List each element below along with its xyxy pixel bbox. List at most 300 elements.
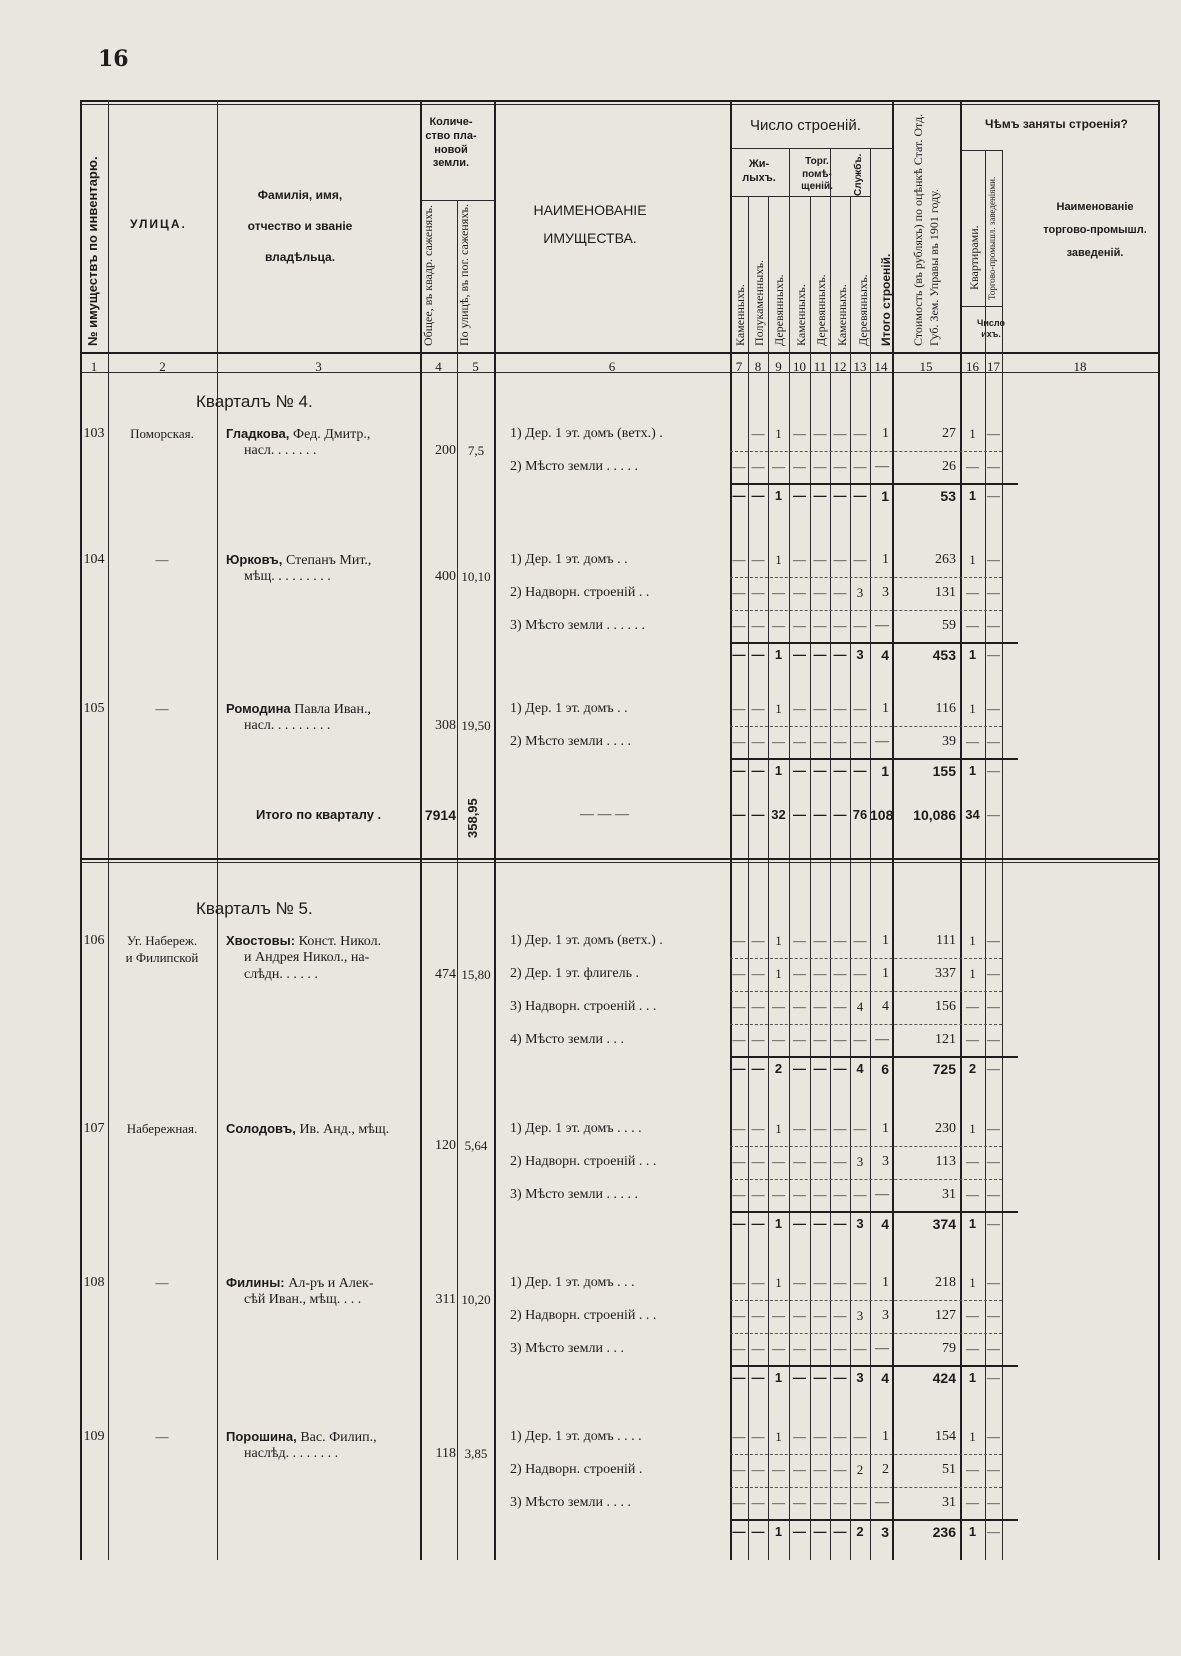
count-cell: — (813, 1370, 827, 1385)
trade-est-cell: — (987, 807, 1000, 822)
column-rule-5 (494, 100, 496, 1560)
trade-est-cell: — (987, 701, 1000, 716)
count-cell: — (751, 1370, 765, 1385)
count-cell: 1 (774, 1216, 783, 1231)
item-dash-rule (730, 1487, 1002, 1488)
count-cell: — (732, 1341, 746, 1356)
count-cell: — (833, 1121, 847, 1136)
column-number-1: 1 (90, 359, 98, 374)
count-cell: — (813, 1216, 827, 1231)
trade-est-cell: — (987, 459, 1000, 474)
count-cell: — (793, 701, 806, 716)
count-cell: — (793, 552, 806, 567)
property-item: 3) Мѣсто земли . . . . . (510, 1187, 638, 1202)
subtotal-rule (730, 758, 1018, 760)
count-cell: — (813, 488, 827, 503)
trade-est-cell: — (987, 1061, 1000, 1076)
column-number-15: 15 (919, 359, 933, 374)
column-number-5: 5 (472, 359, 479, 374)
trade-est-cell: — (987, 1308, 1000, 1323)
cost-cell: 111 (936, 933, 956, 948)
count-cell: — (833, 585, 847, 600)
count-cell: — (732, 1061, 746, 1076)
count-cell: 1 (775, 1429, 782, 1444)
column-number-8: 8 (754, 359, 762, 374)
count-cell: — (751, 426, 765, 441)
count-cell: — (732, 459, 746, 474)
count-cell: — (833, 1462, 847, 1477)
count-cell: — (772, 618, 785, 633)
trade-est-cell: — (987, 1154, 1000, 1169)
header-buildings-subrule (730, 148, 892, 149)
property-item: 4) Мѣсто земли . . . (510, 1032, 624, 1047)
inventory-number: 106 (83, 933, 105, 948)
property-item: 2) Мѣсто земли . . . . (510, 734, 631, 749)
cost-cell: 51 (942, 1462, 956, 1477)
owner-line2: и Андрея Никол., на- (244, 950, 370, 965)
street-name: Поморская. (130, 426, 194, 441)
trade-est-cell: — (987, 966, 1000, 981)
header-total-buildings: Итого строеній. (879, 253, 893, 346)
cost-cell: 116 (935, 701, 956, 716)
count-cell: — (732, 966, 746, 981)
total-cell: 1 (882, 1429, 889, 1444)
count-cell: — (732, 701, 746, 716)
cost-cell: 337 (935, 966, 956, 981)
trade-est-cell: — (987, 647, 1000, 662)
apartments-cell: 1 (968, 488, 977, 503)
property-item: 2) Надворн. строеній . . (510, 585, 650, 600)
total-cell: 6 (881, 1061, 889, 1077)
total-cell: 1 (882, 966, 889, 981)
count-cell: — (833, 763, 847, 778)
count-cell: — (732, 1275, 746, 1290)
owner-given: Степанъ Мит., (286, 553, 372, 568)
count-cell: — (813, 585, 827, 600)
count-cell: — (751, 1187, 765, 1202)
apartments-cell: 1 (969, 933, 976, 948)
count-cell: — (813, 552, 827, 567)
property-item: 1) Дер. 1 эт. домъ . . (510, 701, 628, 716)
count-cell: — (793, 585, 806, 600)
count-cell: — (833, 1524, 847, 1539)
count-cell: 3 (856, 1308, 864, 1323)
trade-est-cell: — (987, 1121, 1000, 1136)
apartments-cell: 1 (969, 426, 976, 441)
count-cell: — (853, 552, 867, 567)
column-number-17: 17 (987, 359, 1000, 374)
count-cell: — (772, 1341, 785, 1356)
count-cell: — (793, 807, 806, 822)
land-total: 311 (435, 1292, 456, 1307)
count-cell: — (813, 734, 827, 749)
count-cell: — (813, 1495, 827, 1510)
count-cell: 1 (774, 1524, 783, 1539)
count-cell: — (833, 1154, 847, 1169)
count-cell: — (813, 1275, 827, 1290)
land-street: 3,85 (464, 1446, 488, 1461)
trade-est-cell: — (987, 1462, 1000, 1477)
count-cell: — (732, 763, 746, 778)
count-cell: 1 (775, 933, 782, 948)
street-name: — (155, 1429, 169, 1444)
land-street: 5,64 (464, 1138, 488, 1153)
count-cell: — (853, 1495, 867, 1510)
count-cell: — (751, 1121, 765, 1136)
count-cell: 2 (856, 1524, 864, 1539)
total-cell: 4 (881, 1216, 889, 1232)
count-cell: — (793, 933, 806, 948)
property-item: 1) Дер. 1 эт. домъ . . (510, 552, 628, 567)
apartments-cell: — (966, 1187, 979, 1202)
apartments-cell: — (966, 459, 979, 474)
column-rule-2 (217, 100, 218, 1560)
count-cell: — (833, 618, 847, 633)
column-number-11: 11 (813, 359, 827, 374)
owner-name (226, 427, 370, 442)
count-cell: — (793, 488, 806, 503)
block-title: Кварталъ № 5. (196, 899, 313, 918)
cost-cell: 79 (942, 1341, 956, 1356)
count-cell: — (793, 647, 806, 662)
count-cell: — (813, 1032, 827, 1047)
count-cell: — (751, 1495, 765, 1510)
street-name: — (155, 552, 169, 567)
inventory-number: 105 (83, 701, 105, 716)
count-cell: — (732, 807, 746, 822)
count-cell: — (793, 1216, 806, 1231)
header-street: УЛИЦА. (130, 217, 187, 231)
apartments-cell: 1 (968, 1524, 977, 1539)
total-cell: 3 (882, 1154, 889, 1169)
apartments-cell: 1 (968, 1216, 977, 1231)
count-cell: — (793, 1524, 806, 1539)
inventory-number: 107 (83, 1121, 105, 1136)
owner-line2: мѣщ. . . . . . . . . (244, 569, 331, 584)
inventory-number: 108 (83, 1275, 105, 1290)
count-cell: — (772, 1187, 785, 1202)
column-rule-14 (892, 100, 894, 1560)
count-cell: — (813, 1429, 827, 1444)
count-cell: — (732, 734, 746, 749)
apartments-cell: 34 (965, 807, 980, 822)
count-cell: 3 (856, 1154, 864, 1169)
apartments-cell: 1 (968, 1370, 977, 1385)
column-number-3: 3 (315, 359, 322, 374)
table-top-rule (80, 100, 1158, 102)
count-cell: — (751, 1061, 765, 1076)
column-rule-7 (748, 196, 749, 1560)
count-cell: — (732, 1370, 746, 1385)
trade-est-cell: — (987, 933, 1000, 948)
count-cell: — (833, 552, 847, 567)
owner-name (226, 702, 371, 717)
column-number-13: 13 (853, 359, 867, 374)
count-cell: — (833, 933, 847, 948)
count-cell: — (793, 426, 806, 441)
count-cell: — (833, 1275, 847, 1290)
count-cell: 1 (775, 1121, 782, 1136)
count-cell: — (813, 1121, 827, 1136)
column-number-12: 12 (833, 359, 847, 374)
count-cell: — (793, 999, 806, 1014)
cost-cell: 725 (932, 1061, 956, 1077)
block-end-rule-inner (80, 862, 1158, 863)
column-number-9: 9 (775, 359, 782, 374)
cost-cell: 236 (932, 1524, 956, 1540)
total-cell: 4 (881, 647, 889, 663)
header-count-label: Число ихъ. (977, 318, 1005, 340)
count-cell: — (813, 1154, 827, 1169)
owner-given: Павла Иван., (294, 702, 371, 717)
count-cell: 1 (775, 1275, 782, 1290)
count-cell: — (833, 1429, 847, 1444)
count-cell: — (772, 1495, 785, 1510)
trade-est-cell: — (987, 1216, 1000, 1231)
count-cell: — (751, 1216, 765, 1231)
count-cell: — (751, 999, 765, 1014)
total-cell: 4 (881, 1370, 889, 1386)
cost-cell: 263 (935, 552, 956, 567)
count-cell: — (833, 459, 847, 474)
count-cell: — (853, 734, 867, 749)
cost-cell: 121 (935, 1032, 956, 1047)
owner-line2: сѣй Иван., мѣщ. . . . (244, 1292, 362, 1307)
property-item: 1) Дер. 1 эт. домъ (ветх.) . (510, 426, 663, 441)
count-cell: — (833, 701, 847, 716)
header-service: Службъ. (853, 153, 864, 196)
property-item: 2) Дер. 1 эт. флигель . (510, 966, 640, 981)
total-cell: — (875, 734, 889, 749)
land-total: 200 (435, 443, 456, 458)
owner-name (226, 1276, 374, 1291)
cost-cell: 131 (935, 585, 956, 600)
cost-cell: 424 (932, 1370, 956, 1386)
cost-cell: 230 (935, 1121, 956, 1136)
header-stone-1: Каменныхъ. (733, 284, 747, 346)
count-cell: — (833, 488, 847, 503)
land-street: 15,80 (461, 967, 491, 982)
street-name-line2: и Филипской (125, 950, 199, 965)
total-cell: 2 (882, 1462, 889, 1477)
total-cell: 3 (882, 1308, 889, 1323)
column-number-6: 6 (608, 359, 616, 374)
header-stone-3: Каменныхъ. (835, 284, 849, 346)
item-dash-rule (730, 1300, 1002, 1301)
count-cell: — (732, 1495, 746, 1510)
apartments-cell: 1 (968, 763, 977, 778)
column-rule-10 (810, 196, 811, 1560)
apartments-cell: 1 (969, 1275, 976, 1290)
total-cell: 1 (882, 1275, 889, 1290)
owner-line2: наслѣд. . . . . . . . (244, 1446, 339, 1461)
trade-est-cell: — (987, 585, 1000, 600)
count-cell: — (813, 807, 827, 822)
owner-given: Ив. Анд., мѣщ. (299, 1122, 390, 1137)
total-cell: 1 (882, 933, 889, 948)
subtotal-rule (730, 1519, 1018, 1521)
property-item: 2) Надворн. строеній . . . (510, 1154, 657, 1169)
property-item: 1) Дер. 1 эт. домъ (ветх.) . (510, 933, 663, 948)
land-total: 474 (435, 967, 456, 982)
count-cell: — (813, 933, 827, 948)
apartments-cell: — (966, 585, 979, 600)
cost-cell: 31 (942, 1187, 956, 1202)
inventory-number: 109 (83, 1429, 105, 1444)
apartments-cell: — (966, 1308, 979, 1323)
count-cell: — (772, 585, 785, 600)
total-cell: 1 (882, 701, 889, 716)
cost-cell: 59 (942, 618, 956, 633)
owner-given: Конст. Никол. (298, 934, 382, 949)
count-cell: — (732, 552, 746, 567)
apartments-cell: 1 (969, 966, 976, 981)
apartments-cell: 2 (968, 1061, 977, 1076)
header-property-name: НАИМЕНОВАНІЕ ИМУЩЕСТВА. (533, 202, 647, 246)
table-top-rule-inner (80, 104, 1158, 105)
count-cell: — (813, 701, 827, 716)
count-cell: — (732, 1524, 746, 1539)
total-cell: — (875, 618, 889, 633)
property-item: 3) Мѣсто земли . . . (510, 1341, 624, 1356)
count-cell: — (732, 488, 746, 503)
count-cell: — (853, 763, 867, 778)
cost-cell: 453 (932, 647, 956, 663)
total-cell: — (875, 459, 889, 474)
count-cell: — (853, 1121, 867, 1136)
count-cell: — (853, 966, 867, 981)
count-cell: — (751, 488, 765, 503)
trade-est-cell: — (987, 734, 1000, 749)
inventory-number: 104 (83, 552, 105, 567)
count-cell: — (751, 1154, 765, 1169)
owner-surname: Ромодина (226, 701, 295, 716)
count-cell: 2 (856, 1462, 864, 1477)
header-trade: Торг. помѣ-щеній. (801, 156, 833, 192)
trade-est-cell: — (987, 618, 1000, 633)
column-rule-15 (960, 100, 962, 1560)
column-rule-12 (850, 196, 851, 1560)
column-rule-4 (457, 200, 458, 1560)
subtotal-rule (730, 1211, 1018, 1213)
count-cell: — (793, 1495, 806, 1510)
count-cell: — (853, 618, 867, 633)
page-number: 16 (98, 46, 129, 72)
count-cell: 1 (774, 647, 783, 662)
header-residential: Жи-лыхъ. (742, 158, 776, 184)
owner-surname: Филины: (226, 1275, 289, 1290)
header-inventory-no: № имуществъ по инвентарю. (85, 156, 100, 346)
cost-cell: 10,086 (913, 807, 956, 823)
cost-cell: 127 (935, 1308, 956, 1323)
header-wooden-2: Деревянныхъ. (814, 274, 828, 346)
apartments-cell: — (966, 1495, 979, 1510)
count-cell: — (772, 1308, 785, 1323)
column-rule-18 (1158, 100, 1160, 1560)
apartments-cell: — (966, 734, 979, 749)
owner-surname: Юрковъ, (226, 552, 286, 567)
land-street: 10,10 (461, 569, 491, 584)
cost-cell: 218 (935, 1275, 956, 1290)
count-cell: — (793, 1429, 806, 1444)
land-total: 120 (435, 1138, 456, 1153)
count-cell: — (732, 933, 746, 948)
owner-name (226, 1122, 389, 1137)
column-number-2: 2 (159, 359, 166, 374)
count-cell: — (793, 966, 806, 981)
count-cell: — (751, 1032, 765, 1047)
count-cell: — (751, 807, 765, 822)
property-item: 3) Надворн. строеній . . . (510, 999, 657, 1014)
count-cell: — (751, 459, 765, 474)
item-dash-rule (730, 1333, 1002, 1334)
total-cell: 4 (882, 999, 889, 1014)
count-cell: 2 (774, 1061, 783, 1076)
count-cell: 3 (856, 1216, 864, 1231)
item-dash-rule (730, 1454, 1002, 1455)
column-number-16: 16 (966, 359, 979, 374)
header-occupied-by: Чѣмъ заняты строенія? (985, 117, 1128, 131)
land-total: 118 (435, 1446, 456, 1461)
owner-line3: слѣдн. . . . . . (244, 967, 318, 982)
count-cell: — (751, 1341, 765, 1356)
count-cell: — (833, 1370, 847, 1385)
total-cell: — (875, 1341, 889, 1356)
count-cell: — (772, 734, 785, 749)
column-rule-3 (420, 100, 422, 1560)
count-cell: — (751, 763, 765, 778)
count-cell: — (751, 1462, 765, 1477)
count-cell: — (853, 1429, 867, 1444)
count-cell: — (751, 1429, 765, 1444)
count-cell: — (813, 1308, 827, 1323)
header-owner: Фамилія, имя, отчество и званіе владѣльца. (247, 188, 353, 265)
count-cell: — (793, 459, 806, 474)
count-cell: — (732, 1462, 746, 1477)
header-trade-est: Торгово-промышл. заведеніями. (987, 176, 997, 300)
owner-line2: насл. . . . . . . (244, 443, 317, 458)
count-cell: — (793, 1061, 806, 1076)
count-cell: — (813, 618, 827, 633)
count-cell: 1 (775, 426, 782, 441)
block-end-rule (80, 858, 1158, 860)
count-cell: — (732, 1216, 746, 1231)
land-street: 7,5 (467, 443, 485, 458)
trade-est-cell: — (987, 1187, 1000, 1202)
count-cell: 1 (774, 1370, 783, 1385)
owner-surname: Гладкова, (226, 426, 294, 441)
owner-given: Фед. Дмитр., (293, 427, 371, 442)
total-cell: 1 (882, 1121, 889, 1136)
column-rule-1 (108, 100, 109, 1560)
count-cell: 3 (856, 585, 864, 600)
apartments-cell: — (966, 618, 979, 633)
count-cell: — (813, 1462, 827, 1477)
count-cell: — (813, 459, 827, 474)
count-cell: — (772, 459, 785, 474)
cost-cell: 156 (935, 999, 956, 1014)
property-item: 2) Надворн. строеній . . . (510, 1308, 657, 1323)
count-cell: — (853, 1032, 867, 1047)
subtotal-rule (730, 483, 1018, 485)
total-cell: 1 (881, 488, 889, 504)
count-cell: — (833, 807, 847, 822)
cost-cell: 27 (942, 426, 956, 441)
land-total: 308 (435, 718, 456, 733)
cost-cell: 155 (932, 763, 956, 779)
count-cell: — (793, 618, 806, 633)
item-dash-rule (730, 610, 1002, 611)
